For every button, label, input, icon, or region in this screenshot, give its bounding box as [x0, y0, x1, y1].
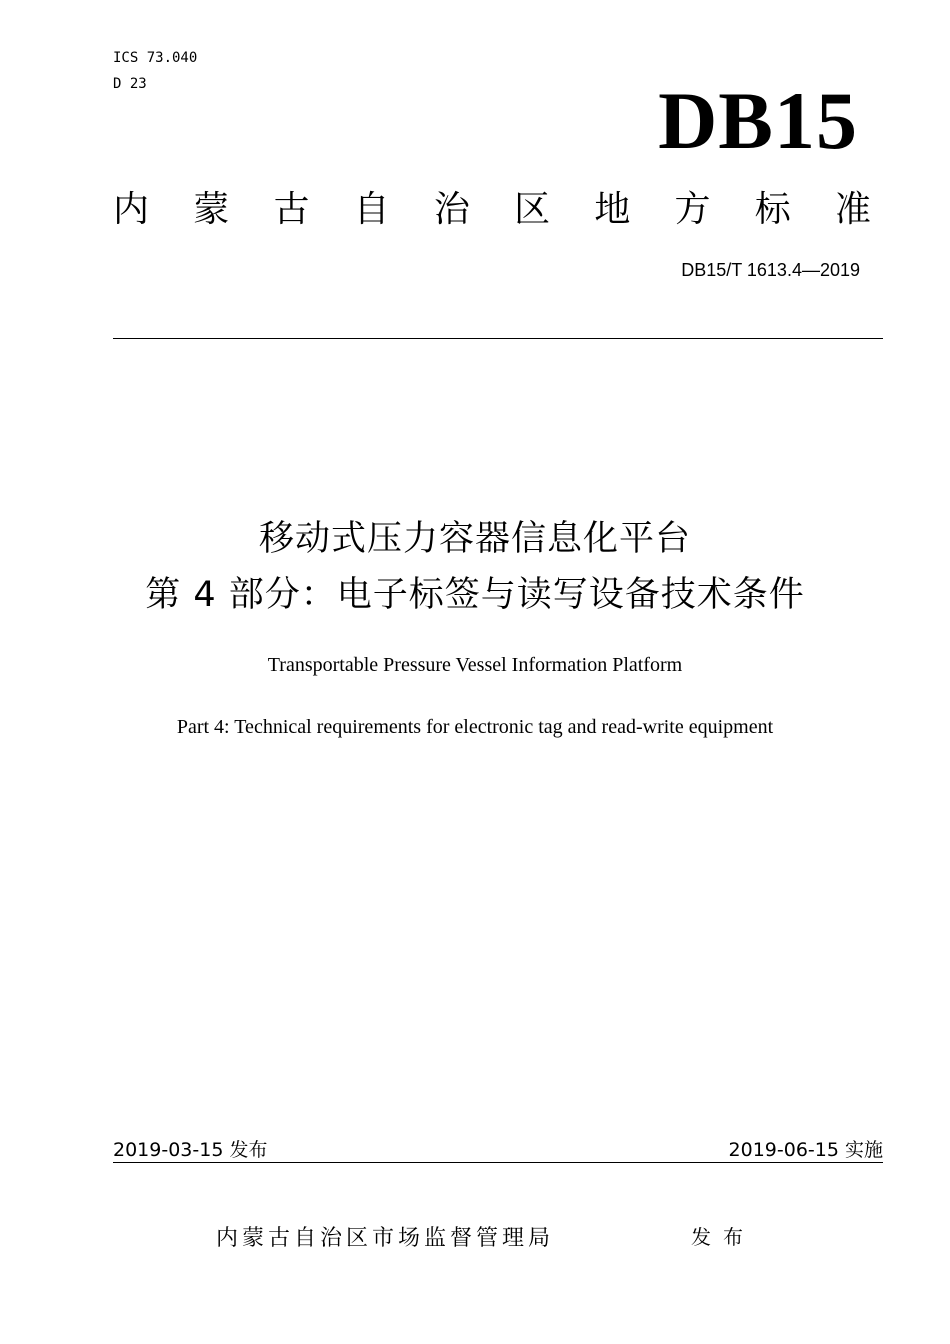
standard-kind-char: 准 — [834, 189, 871, 230]
standard-number: DB15/T 1613.4—2019 — [681, 260, 860, 280]
footer-divider — [113, 1162, 883, 1163]
standard-kind — [113, 186, 871, 234]
standard-kind-char: 治 — [433, 189, 470, 230]
ics-code: ICS 73.040 — [113, 50, 198, 66]
standard-kind-char: 标 — [754, 189, 791, 230]
effective-date: 2019-06-15 实施 — [728, 1139, 883, 1161]
header-divider — [113, 338, 883, 339]
title-chinese-main: 移动式压力容器信息化平台 — [258, 519, 691, 559]
standard-kind-char: 地 — [594, 189, 631, 230]
standard-kind-char: 蒙 — [193, 189, 230, 230]
ccs-code: D 23 — [113, 76, 147, 92]
standard-kind-char: 古 — [273, 189, 310, 230]
issue-date: 2019-03-15 发布 — [113, 1139, 268, 1161]
publisher-name: 内蒙古自治区市场监督管理局 — [216, 1226, 555, 1251]
title-english-part: Part 4: Technical requirements for electronic tag and read-write equipment — [176, 716, 774, 738]
title-chinese-part: 第 4 部分：电子标签与读写设备技术条件 — [145, 575, 805, 615]
standard-kind-char: 内 — [113, 189, 150, 230]
standard-logo: DB15 — [658, 75, 858, 166]
standard-kind-char: 区 — [514, 189, 551, 230]
standard-kind-char: 自 — [353, 189, 390, 230]
publish-label: 发布 — [691, 1225, 755, 1249]
standard-kind-char: 方 — [674, 189, 711, 230]
title-english-main: Transportable Pressure Vessel Information Platform — [267, 654, 683, 676]
